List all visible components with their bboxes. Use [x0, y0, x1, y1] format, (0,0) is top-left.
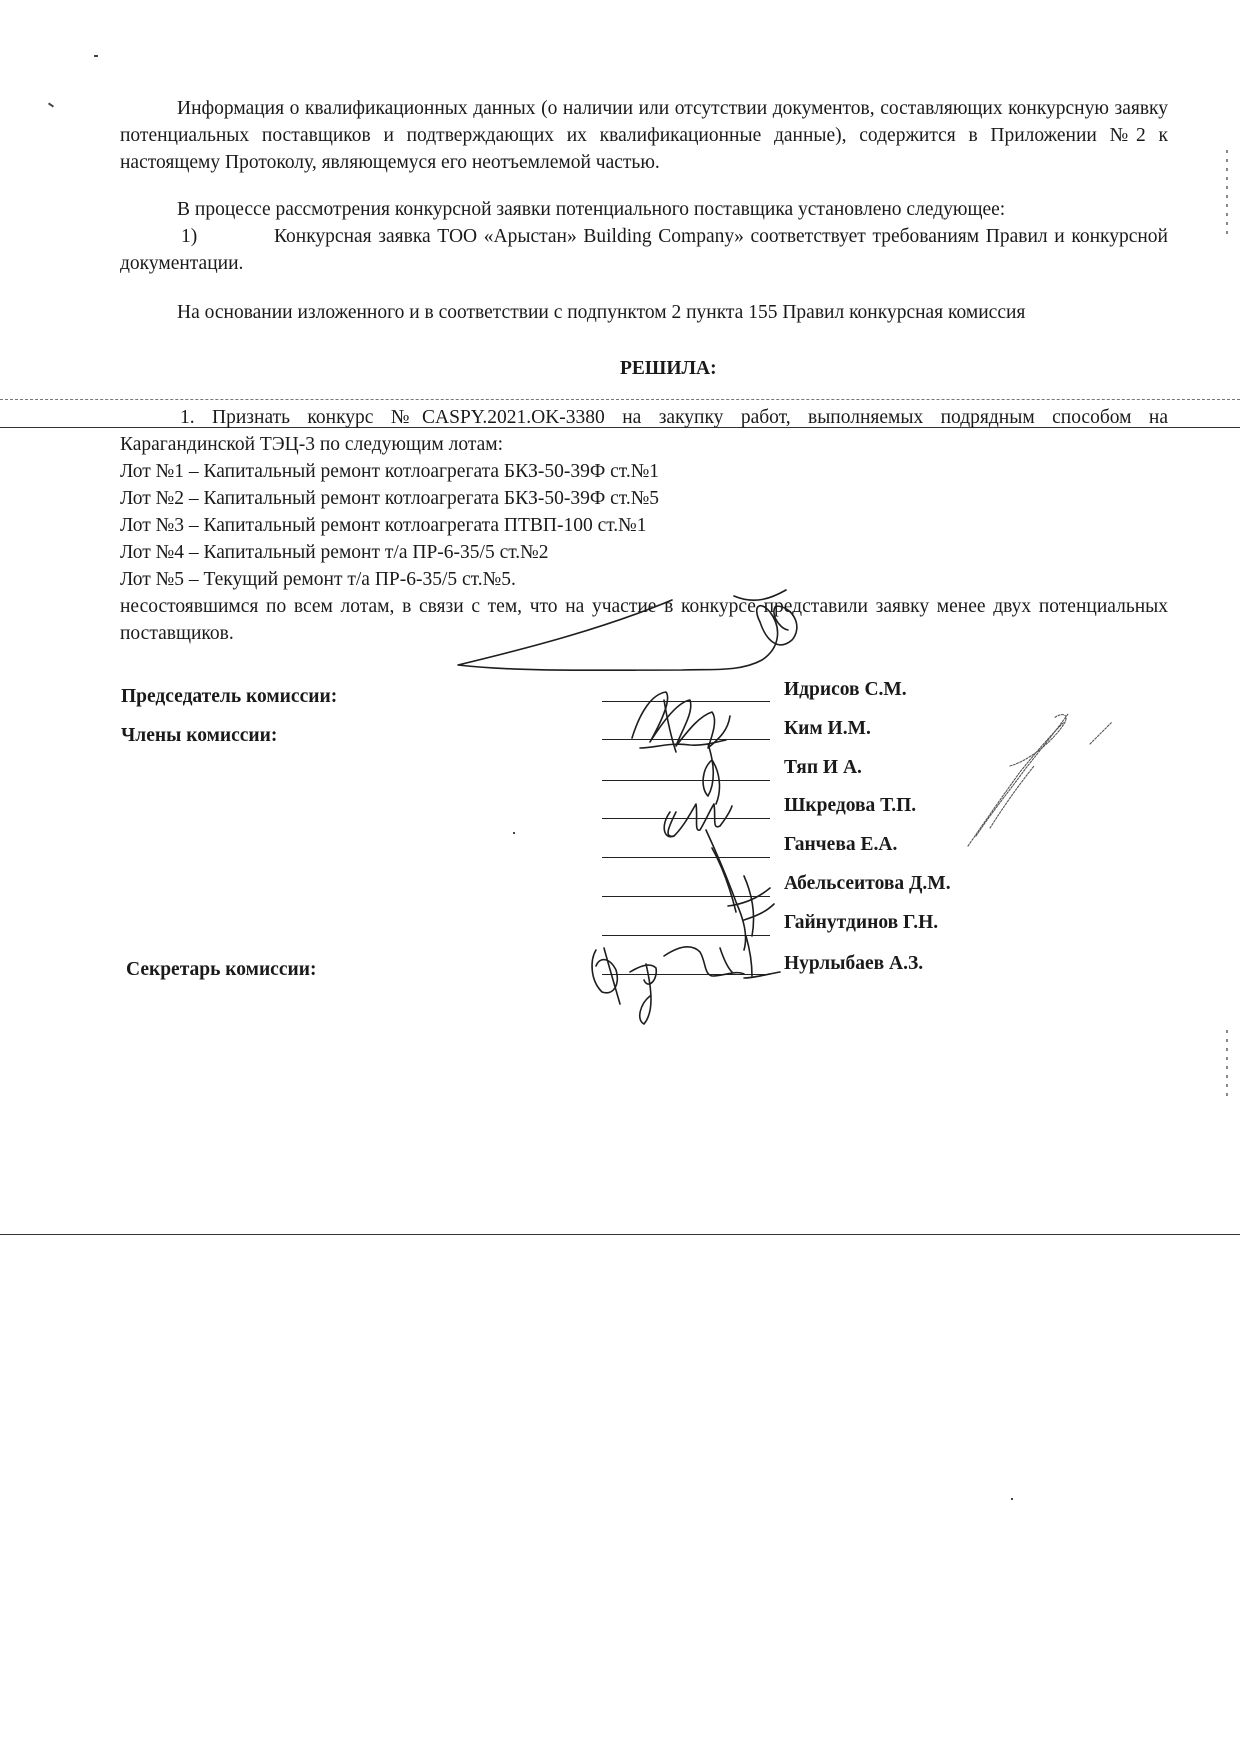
member-name: Ганчева Е.А.	[784, 834, 898, 855]
lot-item: Лот №4 – Капитальный ремонт т/а ПР-6-35/5 ст.№2	[120, 542, 549, 563]
scan-speck	[94, 55, 98, 57]
member-name: Шкредова Т.П.	[784, 795, 917, 816]
chairman-name: Идрисов С.М.	[784, 679, 907, 700]
signature-line	[602, 780, 770, 781]
basis-paragraph: На основании изложенного и в соответствии с подпунктом 2 пункта 155 Правил конкурсная комиссия	[177, 302, 1026, 323]
secretary-name: Нурлыбаев А.З.	[784, 953, 924, 974]
decision-heading: РЕШИЛА:	[620, 358, 717, 379]
scan-speck	[513, 832, 515, 834]
signature-line	[602, 701, 770, 702]
scan-speck	[1011, 1498, 1013, 1500]
member-name: Ким И.М.	[784, 718, 871, 739]
decision-conclusion-paragraph: несостоявшимся по всем лотам, в связи с тем, что на участие в конкурсе представили заявку менее двух потенциальных поставщиков.	[120, 596, 1168, 644]
signature-line	[602, 739, 770, 740]
signature-line	[602, 818, 770, 819]
signature-line	[602, 857, 770, 858]
finding-number: 1)	[181, 226, 198, 247]
secretary-label: Секретарь комиссии:	[126, 959, 317, 980]
scan-line	[0, 1234, 1240, 1235]
scan-speck	[1226, 150, 1228, 240]
scan-speck	[48, 102, 54, 107]
signature-line	[602, 896, 770, 897]
lot-item: Лот №2 – Капитальный ремонт котлоагрегата БКЗ-50-39Ф ст.№5	[120, 488, 660, 509]
decision-intro-paragraph: 1. Признать конкурс №CASPY.2021.OK-3380 на закупку работ, выполняемых подрядным способом на Карагандинской ТЭЦ-3 по следующим лотам:	[120, 407, 1168, 455]
qualification-info-paragraph: Информация о квалификационных данных (о наличии или отсутствии документов, составляющих конкурсную заявку потенциальных поставщиков и подтверждающих их квалификационные данные), содержится в Приложении №2 к настоящему Протоколу, являющемуся его неотъемлемой частью.	[120, 98, 1168, 173]
lot-item: Лот №3 – Капитальный ремонт котлоагрегата ПТВП-100 ст.№1	[120, 515, 647, 536]
review-intro-paragraph: В процессе рассмотрения конкурсной заявки потенциального поставщика установлено следующее:	[177, 199, 1006, 220]
signature-member	[668, 804, 732, 836]
signature-member	[703, 744, 719, 804]
signature-right	[968, 722, 1064, 846]
signature-line	[602, 935, 770, 936]
signature-member	[706, 830, 746, 950]
signature-secretary	[592, 950, 617, 993]
signature-line	[602, 974, 770, 975]
member-name: Гайнутдинов Г.Н.	[784, 912, 939, 933]
scan-speck	[1226, 1030, 1228, 1100]
members-label: Члены комиссии:	[121, 725, 278, 746]
member-name: Тяп И А.	[784, 757, 862, 778]
finding-paragraph: Конкурсная заявка ТОО «Арыстан» Building Company» соответствует требованиям Правил и конкурсной документации.	[120, 226, 1168, 274]
chairman-label: Председатель комиссии:	[121, 686, 338, 707]
lot-item: Лот №1 – Капитальный ремонт котлоагрегата БКЗ-50-39Ф ст.№1	[120, 461, 660, 482]
member-name: Абельсеитова Д.М.	[784, 873, 951, 894]
lot-item: Лот №5 – Текущий ремонт т/а ПР-6-35/5 ст.№5.	[120, 569, 516, 590]
scan-line	[0, 399, 1240, 400]
